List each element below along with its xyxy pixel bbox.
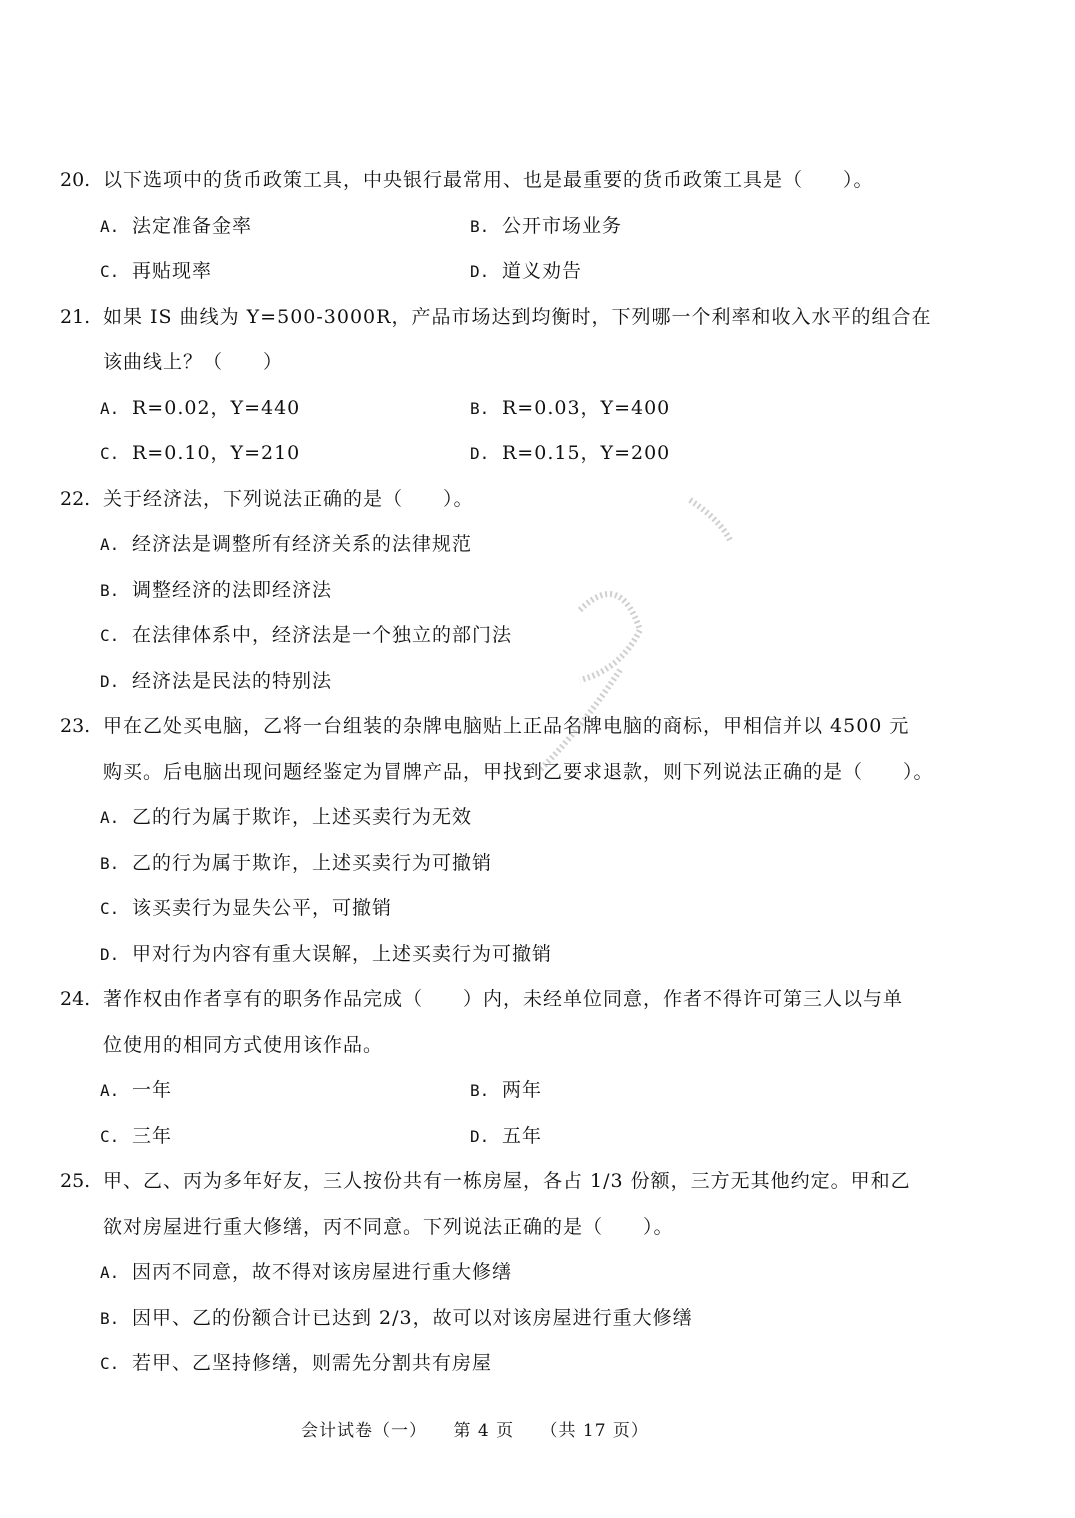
question-24: [0, 981, 1075, 1163]
question-text: 如果 IS 曲线为 Y=500-3000R，产品市场达到均衡时，下列哪一个利率和收入水平的组合在: [103, 305, 932, 328]
option-text: 再贴现率: [132, 260, 213, 282]
option-text: 三年: [132, 1124, 173, 1147]
option-label: C.: [100, 444, 120, 463]
option-label: A.: [100, 535, 120, 554]
option-label: B.: [100, 580, 120, 600]
option-label: A.: [100, 398, 120, 418]
question-line: [0, 1027, 1075, 1073]
option-b[interactable]: [100, 572, 332, 609]
option-text: 乙的行为属于欺诈，上述买卖行为可撤销: [132, 851, 493, 874]
question-line: [0, 708, 1075, 754]
option-c[interactable]: [100, 1118, 172, 1155]
options-row: [0, 572, 1075, 618]
option-label: B.: [470, 398, 490, 418]
question-text: 位使用的相同方式使用该作品。: [103, 1033, 384, 1056]
option-text: 因丙不同意，故不得对该房屋进行重大修缮: [132, 1261, 513, 1283]
option-text: 乙的行为属于欺诈，上述买卖行为无效: [132, 806, 473, 828]
option-d[interactable]: [470, 253, 582, 290]
option-label: A.: [100, 808, 120, 827]
exam-title: 会计试卷（一）: [301, 1421, 428, 1441]
question-number: 24.: [60, 988, 91, 1010]
option-c[interactable]: [100, 435, 300, 472]
question-line: [0, 344, 1075, 390]
options-row: [0, 435, 1075, 481]
options-row: [0, 1300, 1075, 1346]
question-text: 欲对房屋进行重大修缮，丙不同意。下列说法正确的是（ ）。: [103, 1215, 674, 1238]
option-text: 在法律体系中，经济法是一个独立的部门法: [132, 624, 513, 646]
options-row: [0, 845, 1075, 891]
option-label: B.: [100, 1308, 120, 1328]
option-label: A.: [100, 216, 120, 236]
option-label: B.: [470, 1081, 490, 1100]
question-text: 购买。后电脑出现问题经鉴定为冒牌产品，甲找到乙要求退款，则下列说法正确的是（ ）。: [103, 760, 934, 783]
question-line: [0, 981, 1075, 1027]
option-text: 公开市场业务: [502, 214, 623, 237]
question-number: 25.: [60, 1170, 91, 1192]
option-text: R=0.15，Y=200: [502, 442, 671, 464]
option-d[interactable]: [470, 435, 670, 472]
option-b[interactable]: [470, 390, 670, 427]
option-b[interactable]: [470, 1072, 542, 1109]
option-a[interactable]: [100, 1072, 172, 1109]
option-text: 经济法是民法的特别法: [132, 669, 333, 692]
option-c[interactable]: [100, 890, 392, 927]
option-d[interactable]: [100, 936, 552, 973]
option-text: 该买卖行为显失公平，可撤销: [132, 897, 393, 919]
question-text: 该曲线上？（ ）: [103, 351, 284, 373]
option-text: 调整经济的法即经济法: [132, 578, 333, 601]
option-label: D.: [100, 944, 120, 964]
options-row: [0, 390, 1075, 436]
option-label: C.: [100, 626, 120, 645]
options-row: [0, 253, 1075, 299]
option-label: A.: [100, 1081, 120, 1100]
question-23: [0, 708, 1075, 981]
question-line: [0, 481, 1075, 527]
question-number: 20.: [60, 169, 91, 191]
options-row: [0, 1345, 1075, 1391]
option-text: 法定准备金率: [132, 214, 253, 237]
option-d[interactable]: [100, 663, 332, 700]
question-line: [0, 299, 1075, 345]
question-22: [0, 481, 1075, 709]
page-total: （共 17 页）: [540, 1421, 649, 1441]
options-row: [0, 617, 1075, 663]
option-text: 若甲、乙坚持修缮，则需先分割共有房屋: [132, 1352, 493, 1374]
option-label: C.: [100, 899, 120, 918]
option-text: 甲对行为内容有重大误解，上述买卖行为可撤销: [132, 942, 553, 965]
question-text: 甲、乙、丙为多年好友，三人按份共有一栋房屋，各占 1/3 份额，三方无其他约定。甲和乙: [103, 1170, 911, 1192]
option-text: R=0.03，Y=400: [502, 396, 671, 419]
options-row: [0, 1254, 1075, 1300]
option-a[interactable]: [100, 799, 472, 836]
question-number: 22.: [60, 487, 91, 510]
options-row: [0, 526, 1075, 572]
question-20: [0, 162, 1075, 299]
question-number: 21.: [60, 305, 91, 328]
options-row: [0, 890, 1075, 936]
option-label: C.: [100, 1354, 120, 1373]
page-footer: [0, 1416, 950, 1441]
question-line: [0, 754, 1075, 800]
option-a[interactable]: [100, 1254, 512, 1291]
question-line: [0, 1163, 1075, 1209]
option-label: B.: [100, 853, 120, 873]
page-number: 第 4 页: [453, 1421, 515, 1441]
option-label: D.: [100, 671, 120, 691]
option-b[interactable]: [100, 1300, 693, 1337]
question-number: 23.: [60, 715, 91, 737]
option-a[interactable]: [100, 526, 472, 563]
question-text: 甲在乙处买电脑，乙将一台组装的杂牌电脑贴上正品名牌电脑的商标，甲相信并以 4500 元: [103, 715, 910, 737]
option-label: A.: [100, 1263, 120, 1282]
option-text: R=0.02，Y=440: [132, 396, 301, 419]
option-c[interactable]: [100, 253, 212, 290]
option-text: 两年: [502, 1079, 543, 1101]
question-21: [0, 299, 1075, 481]
option-text: 一年: [132, 1079, 173, 1101]
option-d[interactable]: [470, 1118, 542, 1155]
exam-page-content: [0, 162, 1075, 1391]
option-b[interactable]: [100, 845, 492, 882]
options-row: [0, 208, 1075, 254]
option-label: D.: [470, 1126, 490, 1146]
question-25: [0, 1163, 1075, 1391]
option-label: C.: [100, 1126, 120, 1146]
option-a[interactable]: [100, 208, 252, 245]
option-text: 因甲、乙的份额合计已达到 2/3，故可以对该房屋进行重大修缮: [132, 1306, 693, 1329]
option-label: D.: [470, 262, 490, 281]
question-line: [0, 1209, 1075, 1255]
option-b[interactable]: [470, 208, 622, 245]
option-c[interactable]: [100, 617, 512, 654]
option-text: 道义劝告: [502, 260, 583, 282]
options-row: [0, 936, 1075, 982]
option-label: C.: [100, 262, 120, 281]
options-row: [0, 1072, 1075, 1118]
option-text: 五年: [502, 1124, 543, 1147]
question-text: 关于经济法，下列说法正确的是（ ）。: [103, 487, 474, 510]
option-text: 经济法是调整所有经济关系的法律规范: [132, 533, 473, 555]
options-row: [0, 1118, 1075, 1164]
option-a[interactable]: [100, 390, 300, 427]
question-text: 以下选项中的货币政策工具，中央银行最常用、也是最重要的货币政策工具是（ ）。: [103, 169, 874, 191]
question-line: [0, 162, 1075, 208]
question-text: 著作权由作者享有的职务作品完成（ ）内，未经单位同意，作者不得许可第三人以与单: [103, 988, 904, 1010]
option-c[interactable]: [100, 1345, 492, 1382]
option-label: B.: [470, 216, 490, 236]
options-row: [0, 663, 1075, 709]
option-text: R=0.10，Y=210: [132, 442, 301, 464]
option-label: D.: [470, 444, 490, 463]
options-row: [0, 799, 1075, 845]
